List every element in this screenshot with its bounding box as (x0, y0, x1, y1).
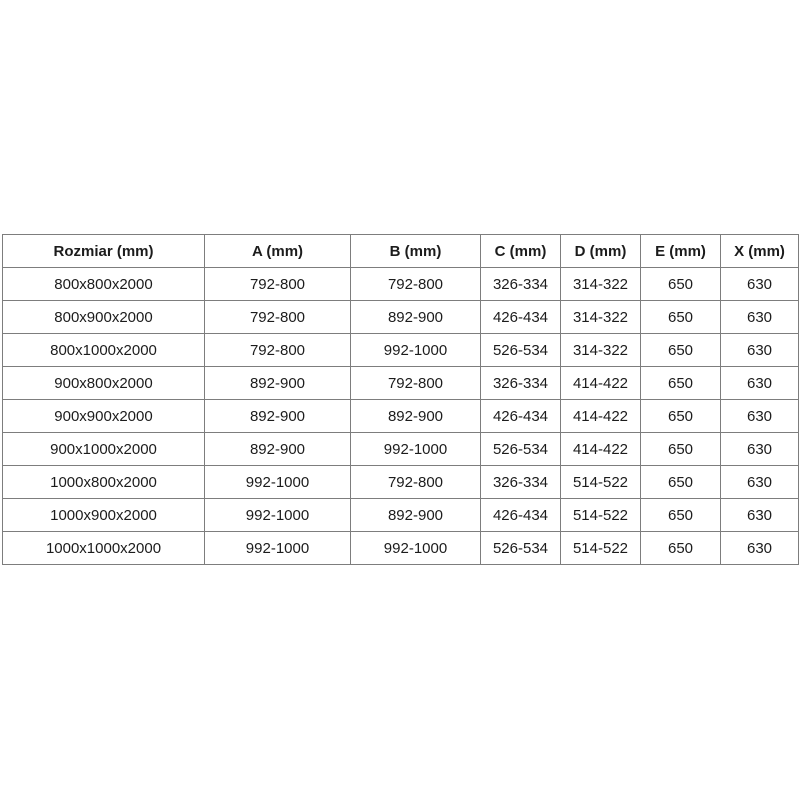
dimension-cell: 514-522 (561, 499, 641, 532)
dimension-cell: 792-800 (351, 466, 481, 499)
dimension-cell: 514-522 (561, 532, 641, 565)
table-row (3, 268, 799, 301)
dimension-cell: 426-434 (481, 499, 561, 532)
column-header-c: C (mm) (481, 235, 561, 268)
table-row (3, 499, 799, 532)
dimension-cell: 992-1000 (205, 466, 351, 499)
dimension-cell: 792-800 (351, 268, 481, 301)
dimension-cell: 650 (641, 433, 721, 466)
size-cell: 900x800x2000 (3, 367, 205, 400)
dimension-cell: 326-334 (481, 268, 561, 301)
dimension-cell: 526-534 (481, 433, 561, 466)
dimension-cell: 892-900 (205, 367, 351, 400)
dimension-cell: 514-522 (561, 466, 641, 499)
dimension-cell: 630 (721, 433, 799, 466)
dimension-cell: 526-534 (481, 532, 561, 565)
dimension-cell: 792-800 (351, 367, 481, 400)
dimension-cell: 792-800 (205, 334, 351, 367)
dimension-cell: 314-322 (561, 334, 641, 367)
dimension-cell: 414-422 (561, 433, 641, 466)
dimension-cell: 892-900 (351, 499, 481, 532)
dimension-cell: 992-1000 (205, 499, 351, 532)
dimension-cell: 630 (721, 301, 799, 334)
dimension-cell: 630 (721, 532, 799, 565)
column-header-d: D (mm) (561, 235, 641, 268)
size-cell: 800x1000x2000 (3, 334, 205, 367)
dimension-cell: 992-1000 (205, 532, 351, 565)
dimension-cell: 892-900 (205, 400, 351, 433)
dimension-cell: 650 (641, 499, 721, 532)
size-cell: 1000x900x2000 (3, 499, 205, 532)
dimension-cell: 650 (641, 532, 721, 565)
dimension-cell: 992-1000 (351, 334, 481, 367)
size-table-container (2, 234, 798, 565)
dimension-cell: 314-322 (561, 301, 641, 334)
dimension-cell: 630 (721, 499, 799, 532)
dimension-cell: 650 (641, 268, 721, 301)
dimension-cell: 630 (721, 268, 799, 301)
dimension-cell: 650 (641, 367, 721, 400)
dimension-cell: 630 (721, 400, 799, 433)
size-cell: 1000x800x2000 (3, 466, 205, 499)
column-header-x: X (mm) (721, 235, 799, 268)
column-header-rozmiar: Rozmiar (mm) (3, 235, 205, 268)
size-cell: 1000x1000x2000 (3, 532, 205, 565)
size-cell: 900x1000x2000 (3, 433, 205, 466)
dimension-cell: 526-534 (481, 334, 561, 367)
dimension-cell: 630 (721, 334, 799, 367)
dimension-cell: 630 (721, 466, 799, 499)
size-table (2, 234, 799, 565)
dimension-cell: 630 (721, 367, 799, 400)
dimension-cell: 326-334 (481, 466, 561, 499)
dimension-cell: 650 (641, 400, 721, 433)
dimension-cell: 314-322 (561, 268, 641, 301)
dimension-cell: 650 (641, 301, 721, 334)
dimension-cell: 414-422 (561, 367, 641, 400)
table-row (3, 532, 799, 565)
dimension-cell: 792-800 (205, 268, 351, 301)
dimension-cell: 414-422 (561, 400, 641, 433)
table-row (3, 400, 799, 433)
size-cell: 800x900x2000 (3, 301, 205, 334)
table-row (3, 367, 799, 400)
table-row (3, 466, 799, 499)
size-cell: 900x900x2000 (3, 400, 205, 433)
dimension-cell: 992-1000 (351, 532, 481, 565)
dimension-cell: 992-1000 (351, 433, 481, 466)
size-cell: 800x800x2000 (3, 268, 205, 301)
size-table-body (3, 268, 799, 565)
dimension-cell: 792-800 (205, 301, 351, 334)
dimension-cell: 892-900 (205, 433, 351, 466)
table-header-row (3, 235, 799, 268)
table-row (3, 334, 799, 367)
dimension-cell: 892-900 (351, 400, 481, 433)
column-header-b: B (mm) (351, 235, 481, 268)
column-header-e: E (mm) (641, 235, 721, 268)
dimension-cell: 326-334 (481, 367, 561, 400)
dimension-cell: 650 (641, 466, 721, 499)
dimension-cell: 426-434 (481, 301, 561, 334)
dimension-cell: 426-434 (481, 400, 561, 433)
table-row (3, 433, 799, 466)
column-header-a: A (mm) (205, 235, 351, 268)
dimension-cell: 892-900 (351, 301, 481, 334)
dimension-cell: 650 (641, 334, 721, 367)
table-row (3, 301, 799, 334)
